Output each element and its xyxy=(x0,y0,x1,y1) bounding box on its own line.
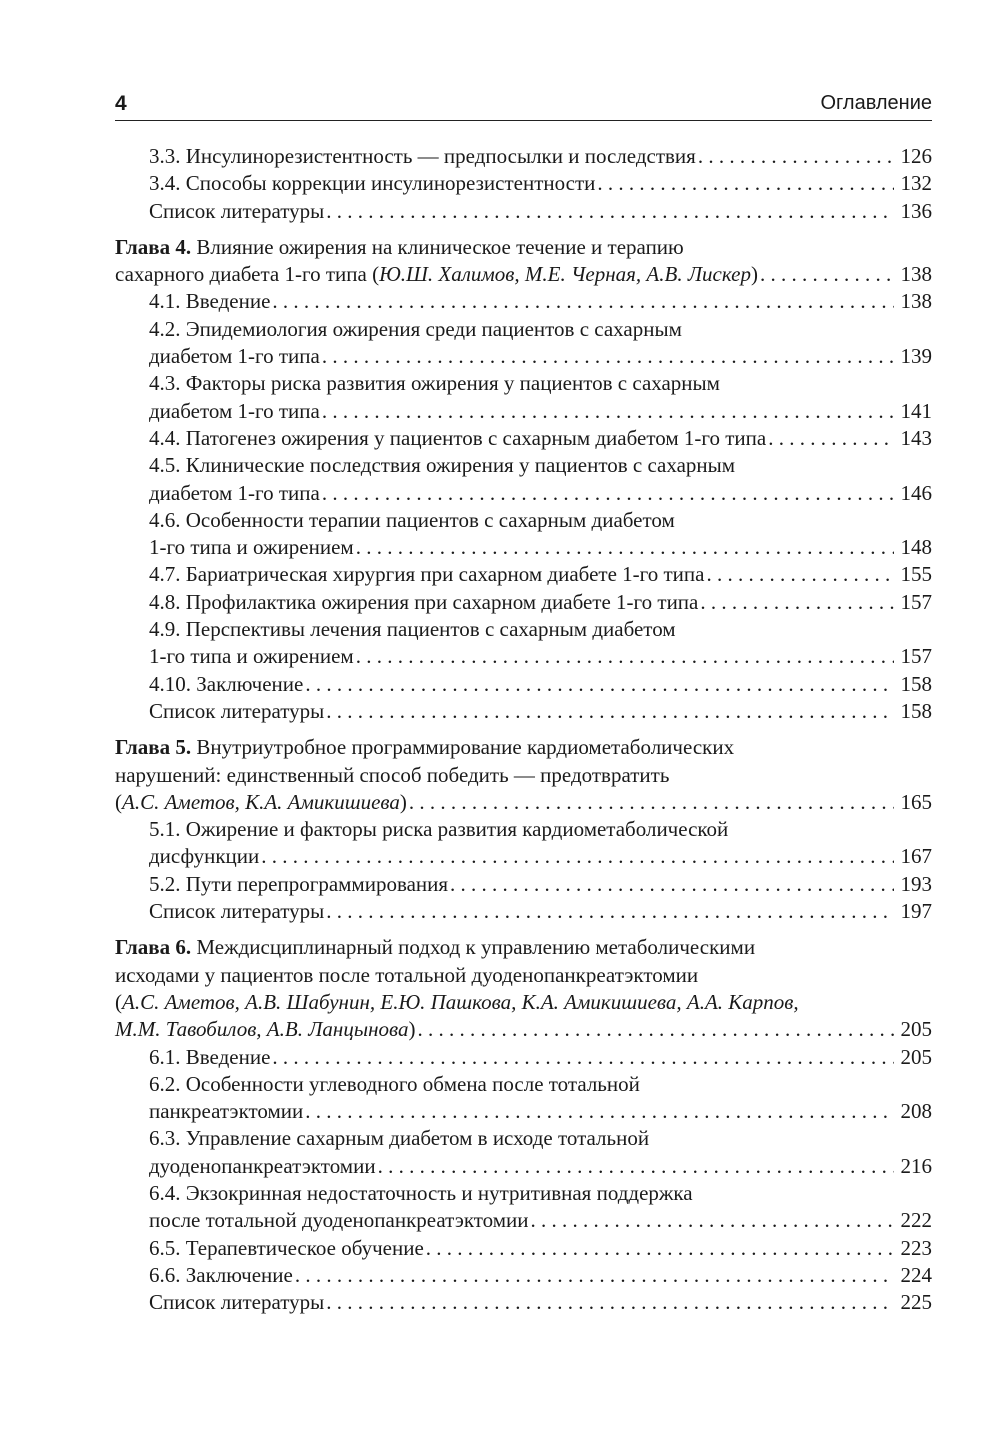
entry-page: 146 xyxy=(900,480,932,505)
toc-entry[interactable]: 4.5. Клинические последствия ожирения у пациентов с сахарным xyxy=(149,453,736,478)
toc-entry[interactable]: 4.1. Введение . . . 138 xyxy=(115,288,932,315)
toc-entry-cont[interactable]: после тотальной дуоденопанкреатэктомии . . . 222 xyxy=(115,1207,932,1234)
toc-entry-cont[interactable]: панкреатэктомии . . . 208 xyxy=(115,1098,932,1125)
leader-dots xyxy=(322,398,894,425)
chapter-label: Глава 6. xyxy=(115,935,192,960)
toc-entry[interactable] xyxy=(115,143,932,170)
toc-entry[interactable]: Список литературы . . . 225 xyxy=(115,1289,932,1316)
leader-dots xyxy=(272,1044,894,1071)
chapter-label: Глава 5. xyxy=(115,735,192,760)
entry-page: 165 xyxy=(900,789,932,814)
chapter-heading[interactable]: Глава 6. Междисциплинарный подход к управлению метаболическими xyxy=(115,935,756,960)
entry-page: 139 xyxy=(900,344,932,369)
leader-dots xyxy=(356,643,894,670)
leader-dots xyxy=(305,671,894,698)
toc-entry[interactable]: 4.10. Заключение . . . 158 xyxy=(115,671,932,698)
toc-entry[interactable]: 6.3. Управление сахарным диабетом в исходе тотальной xyxy=(149,1126,650,1151)
toc-entry[interactable]: 6.1. Введение . . . 205 xyxy=(115,1044,932,1071)
toc-entry[interactable]: 4.6. Особенности терапии пациентов с сахарным диабетом xyxy=(149,507,675,532)
leader-dots xyxy=(531,1207,894,1234)
entry-page: 132 xyxy=(900,171,932,196)
toc-entry-cont[interactable]: диабетом 1-го типа . . . 146 xyxy=(115,480,932,507)
toc-entry[interactable]: Список литературы . . . 197 xyxy=(115,898,932,925)
leader-dots xyxy=(706,561,894,588)
toc-entry[interactable] xyxy=(115,198,932,225)
leader-dots xyxy=(768,425,894,452)
chapter-heading-cont[interactable]: М.М. Тавобилов, А.В. Ланцынова) . . . 205 xyxy=(115,1016,932,1043)
entry-page: 193 xyxy=(900,871,932,896)
leader-dots xyxy=(326,198,894,225)
entry-page: 138 xyxy=(900,289,932,314)
leader-dots xyxy=(597,170,894,197)
entry-page: 157 xyxy=(900,644,932,669)
entry-page: 158 xyxy=(900,698,932,723)
leader-dots xyxy=(426,1235,894,1262)
toc-entry-cont[interactable]: диабетом 1-го типа . . . 141 xyxy=(115,398,932,425)
entry-title: 3.4. Способы коррекции инсулинорезистентности xyxy=(149,171,596,196)
chapter-heading[interactable]: Глава 4. Влияние ожирения на клиническое течение и терапию xyxy=(115,234,684,259)
leader-dots xyxy=(322,480,894,507)
leader-dots xyxy=(295,1262,894,1289)
entry-page: 205 xyxy=(900,1017,932,1042)
entry-page: 225 xyxy=(900,1290,932,1315)
toc-entry[interactable]: 5.1. Ожирение и факторы риска развития кардиометаболической xyxy=(149,817,729,842)
leader-dots xyxy=(698,143,894,170)
toc-entry[interactable]: 4.3. Факторы риска развития ожирения у пациентов с сахарным xyxy=(149,371,720,396)
chapter-label: Глава 4. xyxy=(115,234,192,259)
table-of-contents xyxy=(115,143,932,1316)
toc-entry-cont[interactable]: 1-го типа и ожирением . . . 157 xyxy=(115,643,932,670)
entry-page: 157 xyxy=(900,589,932,614)
leader-dots xyxy=(322,343,894,370)
leader-dots xyxy=(261,843,894,870)
leader-dots xyxy=(378,1153,894,1180)
toc-entry[interactable]: 6.6. Заключение . . . 224 xyxy=(115,1262,932,1289)
toc-entry[interactable]: 6.5. Терапевтическое обучение . . . 223 xyxy=(115,1235,932,1262)
entry-page: 141 xyxy=(900,398,932,423)
toc-entry[interactable]: Список литературы . . . 158 xyxy=(115,698,932,725)
toc-entry-cont[interactable]: дуоденопанкреатэктомии . . . 216 xyxy=(115,1153,932,1180)
leader-dots xyxy=(417,1016,894,1043)
leader-dots xyxy=(305,1098,894,1125)
entry-title: 3.3. Инсулинорезистентность — предпосылки и последствия xyxy=(149,144,696,168)
chapter-heading-cont[interactable]: (А.С. Аметов, А.В. Шабунин, Е.Ю. Пашкова, К.А. Амикишиева, А.А. Карпов, xyxy=(115,989,799,1014)
leader-dots xyxy=(326,698,894,725)
toc-entry[interactable]: 4.4. Патогенез ожирения у пациентов с сахарным диабетом 1-го типа . . . 143 xyxy=(115,425,932,452)
entry-page: 155 xyxy=(900,562,932,587)
running-head-title: Оглавление xyxy=(820,92,932,114)
entry-page: 197 xyxy=(900,899,932,924)
leader-dots xyxy=(450,871,894,898)
toc-entry-cont[interactable]: диабетом 1-го типа . . . 139 xyxy=(115,343,932,370)
chapter-heading-cont[interactable]: сахарного диабета 1-го типа (Ю.Ш. Халимов, М.Е. Черная, А.В. Лискер) . . . 138 xyxy=(115,261,932,288)
toc-entry[interactable]: 6.4. Экзокринная недостаточность и нутритивная поддержка xyxy=(149,1180,693,1205)
entry-page: 148 xyxy=(900,535,932,560)
entry-page: 143 xyxy=(900,425,932,450)
toc-entry[interactable]: 6.2. Особенности углеводного обмена после тотальной xyxy=(149,1071,640,1096)
chapter-authors: М.М. Тавобилов, А.В. Ланцынова xyxy=(115,1017,409,1042)
toc-entry[interactable]: 5.2. Пути перепрограммирования . . . 193 xyxy=(115,871,932,898)
toc-entry-cont[interactable]: дисфункции . . . 167 xyxy=(115,843,932,870)
toc-entry[interactable]: 4.2. Эпидемиология ожирения среди пациентов с сахарным xyxy=(149,316,682,341)
entry-page: 222 xyxy=(900,1208,932,1233)
entry-page: 136 xyxy=(900,198,932,223)
entry-page: 224 xyxy=(900,1262,932,1287)
chapter-heading-cont[interactable]: исходами у пациентов после тотальной дуоденопанкреатэктомии xyxy=(115,962,699,987)
leader-dots xyxy=(700,589,894,616)
toc-entry[interactable] xyxy=(115,170,932,197)
chapter-authors: А.С. Аметов, А.В. Шабунин, Е.Ю. Пашкова, К.А. Амикишиева, А.А. Карпов, xyxy=(122,989,799,1014)
entry-title: Список литературы xyxy=(149,198,325,223)
leader-dots xyxy=(356,534,894,561)
entry-page: 208 xyxy=(900,1099,932,1124)
toc-entry[interactable]: 4.7. Бариатрическая хирургия при сахарном диабете 1-го типа . . . 155 xyxy=(115,561,932,588)
chapter-heading[interactable]: Глава 5. Внутриутробное программирование кардиометаболических xyxy=(115,735,735,760)
chapter-heading-cont[interactable]: (А.С. Аметов, К.А. Амикишиева) . . . 165 xyxy=(115,789,932,816)
entry-page: 205 xyxy=(900,1044,932,1069)
leader-dots xyxy=(760,261,894,288)
running-header xyxy=(115,90,932,121)
chapter-authors: Ю.Ш. Халимов, М.Е. Черная, А.В. Лискер xyxy=(379,262,752,287)
entry-page: 138 xyxy=(900,262,932,287)
toc-entry[interactable]: 4.8. Профилактика ожирения при сахарном диабете 1-го типа . . . 157 xyxy=(115,589,932,616)
leader-dots xyxy=(326,898,894,925)
entry-page: 126 xyxy=(900,144,932,168)
toc-entry[interactable]: 4.9. Перспективы лечения пациентов с сахарным диабетом xyxy=(149,617,676,642)
entry-page: 158 xyxy=(900,671,932,696)
entry-page: 216 xyxy=(900,1153,932,1178)
leader-dots xyxy=(326,1289,894,1316)
chapter-heading-cont[interactable]: нарушений: единственный способ победить — предотвратить xyxy=(115,762,670,787)
toc-entry-cont[interactable]: 1-го типа и ожирением . . . 148 xyxy=(115,534,932,561)
chapter-authors: А.С. Аметов, К.А. Амикишиева xyxy=(122,789,400,814)
leader-dots xyxy=(409,789,894,816)
leader-dots xyxy=(272,288,894,315)
entry-page: 167 xyxy=(900,844,932,869)
page-number: 4 xyxy=(115,92,127,115)
entry-page: 223 xyxy=(900,1235,932,1260)
